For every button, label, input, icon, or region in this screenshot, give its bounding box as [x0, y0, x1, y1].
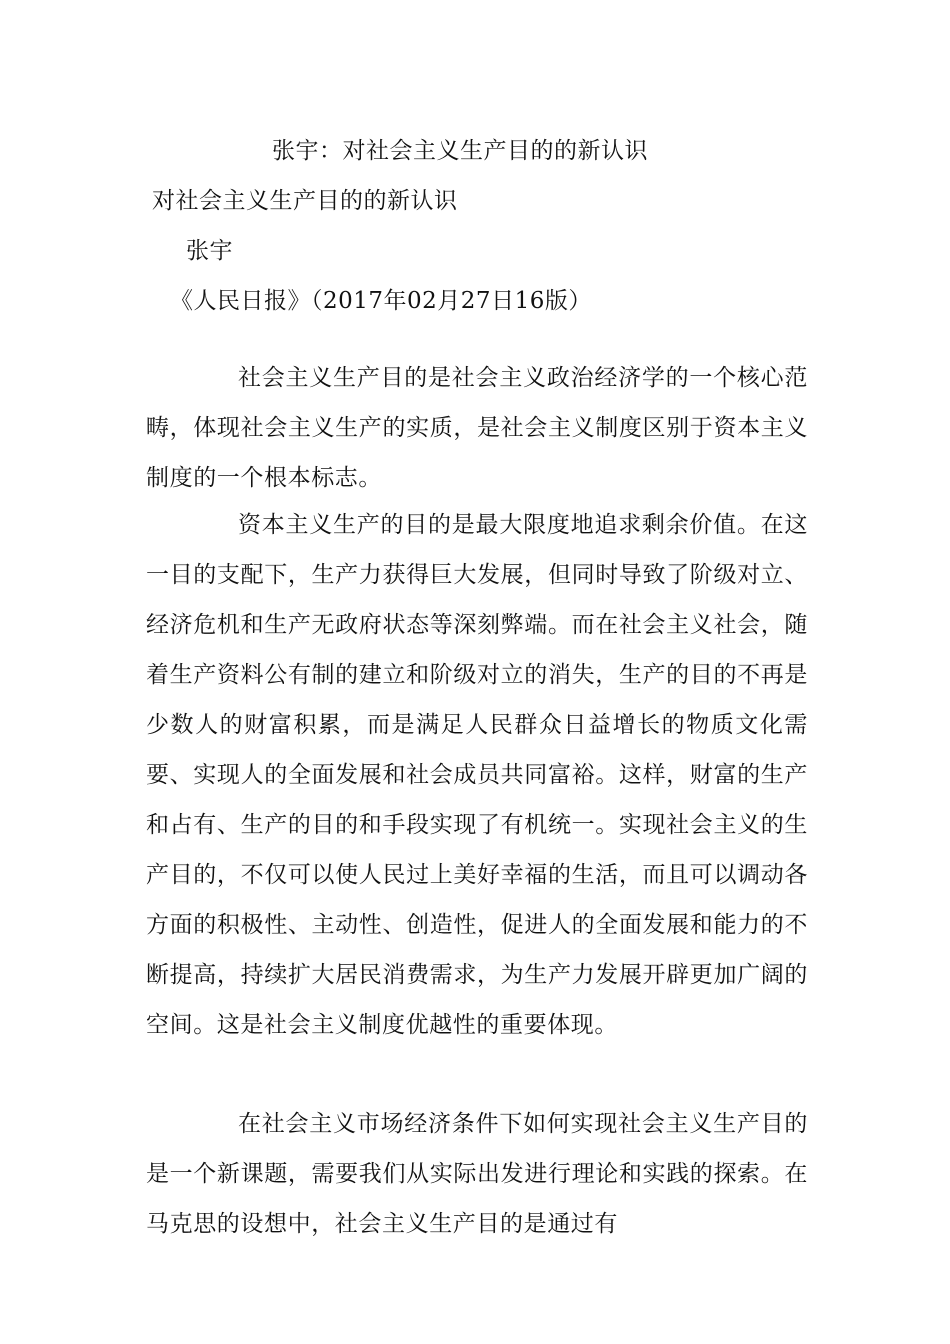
- article-title: 对社会主义生产目的的新认识: [152, 188, 458, 214]
- document-heading: 张宇：对社会主义生产目的的新认识: [272, 138, 648, 164]
- paragraph-3: 在社会主义市场经济条件下如何实现社会主义生产目的是一个新课题，需要我们从实际出发进行理论和实践的探索。在马克思的设想中，社会主义生产目的是通过有: [146, 1111, 808, 1237]
- author-name: 张宇: [186, 238, 233, 264]
- paragraph-2: 资本主义生产的目的是最大限度地追求剩余价值。在这一目的支配下，生产力获得巨大发展，但同时导致了阶级对立、经济危机和生产无政府状态等深刻弊端。而在社会主义社会，随着生产资料公有制的建立和阶级对立的消失，生产的目的不再是少数人的财富积累，而是满足人民群众日益增长的物质文化需要、实现人的全面发展和社会成员共同富裕。这样，财富的生产和占有、生产的目的和手段实现了有机统一。实现社会主义的生产目的，不仅可以使人民过上美好幸福的生活，而且可以调动各方面的积极性、主动性、创造性，促进人的全面发展和能力的不断提高，持续扩大居民消费需求，为生产力发展开辟更加广阔的空间。这是社会主义制度优越性的重要体现。: [146, 512, 808, 1038]
- source-citation: 《人民日报》（2017年02月27日16版）: [170, 288, 592, 314]
- paragraph-1: 社会主义生产目的是社会主义政治经济学的一个核心范畴，体现社会主义生产的实质，是社会主义制度区别于资本主义制度的一个根本标志。: [146, 365, 808, 491]
